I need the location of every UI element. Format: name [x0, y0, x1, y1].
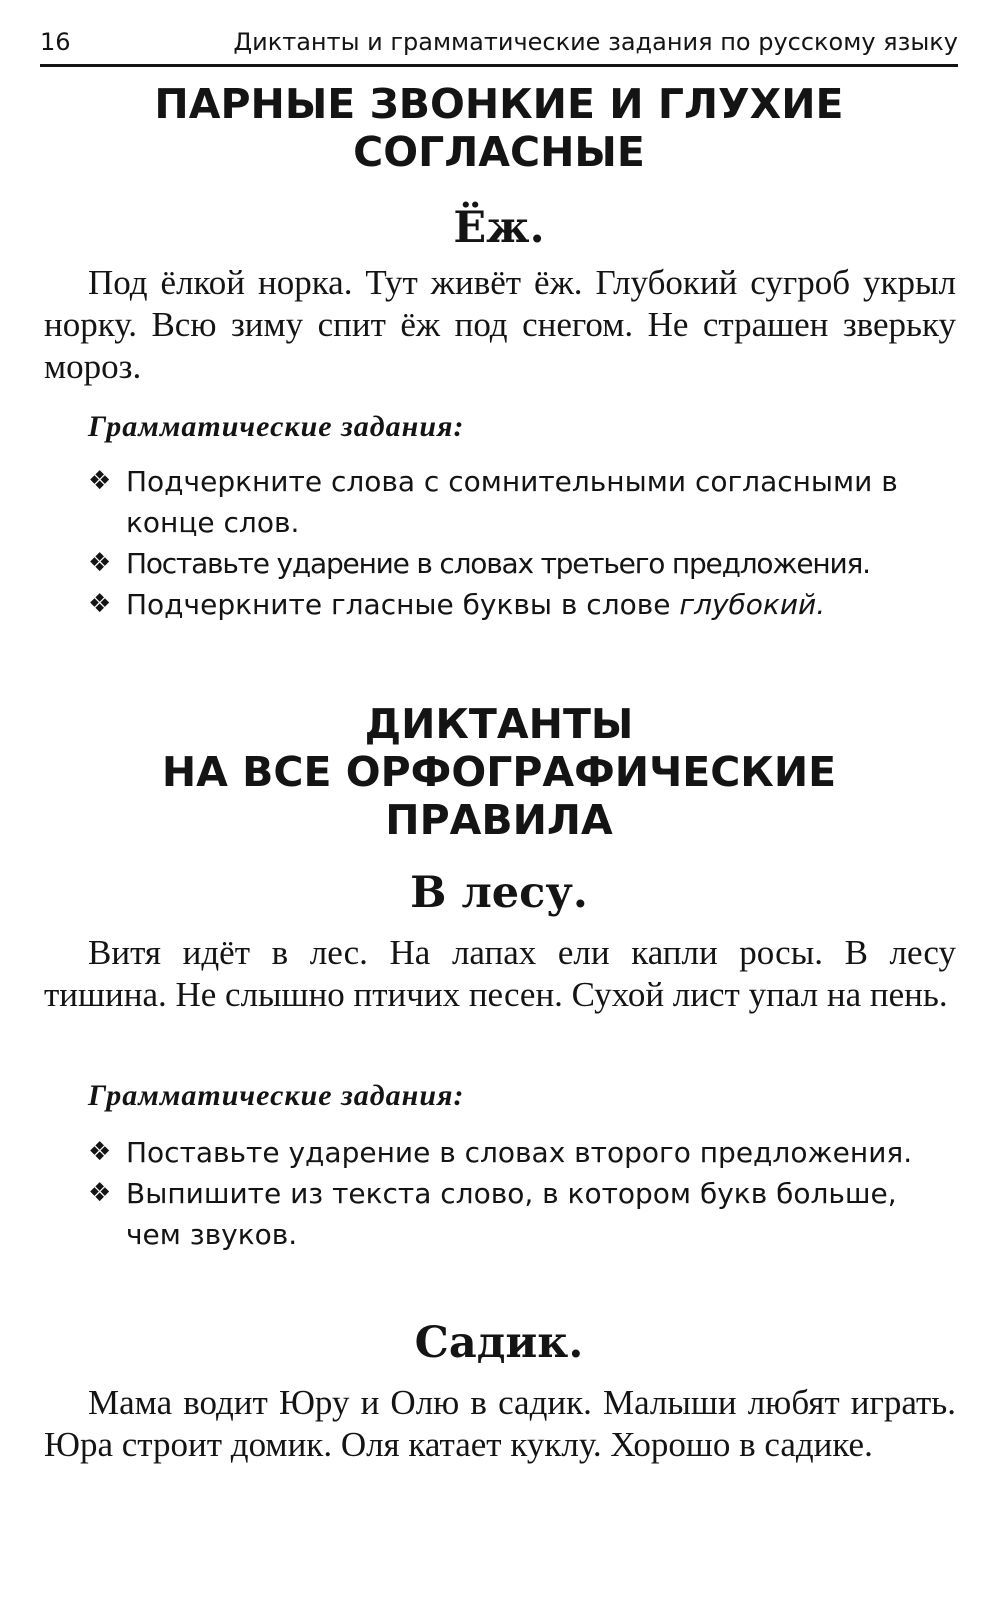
story-text-sadik: Мама водит Юру и Олю в садик. Малыши любят играть. Юра строит домик. Оля катает куклу. Хорошо в садике. [44, 1383, 956, 1464]
story-title-v-lesu: В лесу. [410, 868, 588, 918]
list-item [88, 584, 960, 625]
task-text: Выпишите из текста слово, в котором букв больше, чем звуков. [126, 1177, 897, 1251]
task-text: Подчеркните слова с сомнительными согласными в конце слов. [126, 465, 898, 539]
running-header [40, 22, 958, 66]
list-item [88, 461, 960, 543]
bullet-icon: ❖ [88, 466, 112, 496]
story-title-ezh: Ёж. [453, 203, 545, 253]
task-list-ezh [88, 461, 960, 625]
bullet-icon: ❖ [88, 589, 112, 619]
section2-title-line1: ДИКТАНТЫ [364, 700, 634, 748]
task-text: Поставьте ударение в словах третьего предложения. [126, 547, 870, 580]
section1-title-line2: СОГЛАСНЫЕ [353, 128, 645, 176]
running-title: Диктанты и грамматические задания по русскому языку [233, 28, 958, 56]
header-rule [40, 64, 958, 67]
tasks-heading-ezh: Грамматические задания: [88, 410, 465, 443]
list-item [88, 543, 960, 584]
list-item [88, 1132, 960, 1173]
section1-title-line1: ПАРНЫЕ ЗВОНКИЕ И ГЛУХИЕ [154, 80, 844, 128]
section2-title-line2: НА ВСЕ ОРФОГРАФИЧЕСКИЕ [161, 748, 837, 796]
task-italic-word: глубокий. [679, 588, 826, 621]
bullet-icon: ❖ [88, 1178, 112, 1208]
story-text-v-lesu: Витя идёт в лес. На лапах ели капли росы. В лесу тишина. Не слышно птичих песен. Сухой лист упал на пень. [44, 933, 956, 1014]
story-title-sadik: Садик. [414, 1318, 584, 1368]
bullet-icon: ❖ [88, 548, 112, 578]
section2-title-line3: ПРАВИЛА [385, 796, 613, 844]
list-item [88, 1173, 960, 1255]
task-text: Подчеркните гласные буквы в слове [126, 588, 680, 621]
task-text: Поставьте ударение в словах второго предложения. [126, 1136, 913, 1169]
story-text-ezh: Под ёлкой норка. Тут живёт ёж. Глубокий сугроб укрыл норку. Всю зиму спит ёж под снегом. Не страшен зверьку мороз. [44, 263, 956, 386]
task-list-v-lesu [88, 1132, 960, 1255]
tasks-heading-v-lesu: Грамматические задания: [88, 1079, 465, 1112]
bullet-icon: ❖ [88, 1137, 112, 1167]
page-number: 16 [40, 28, 71, 56]
